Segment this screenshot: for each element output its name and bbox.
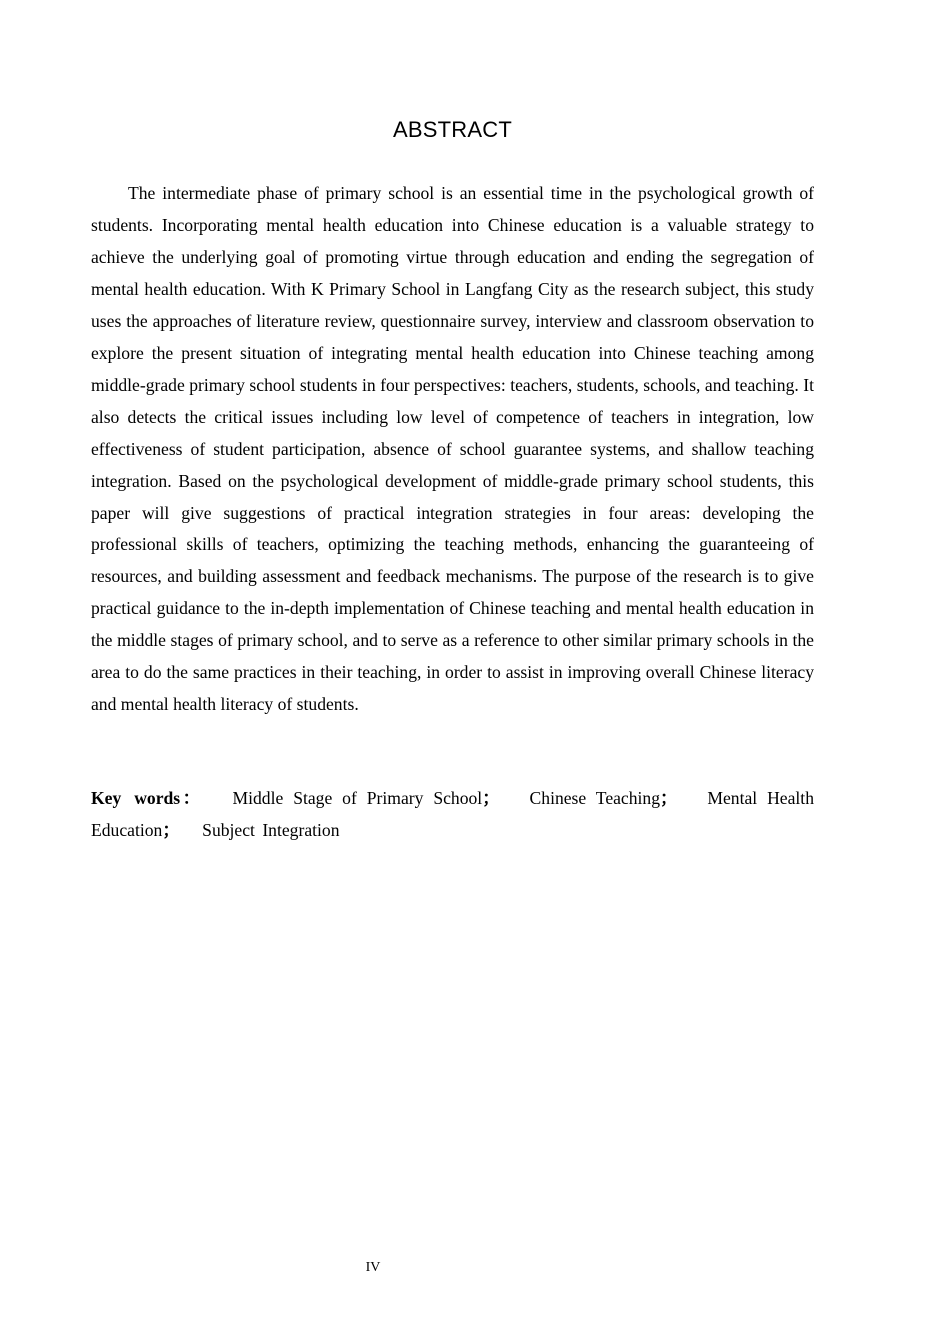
page-number: IV <box>365 1260 381 1275</box>
abstract-body: The intermediate phase of primary school is an essential time in the psychological growth of students. Incorporating mental health education into Chinese education is a valuable strategy to achieve the underlying goal of promoting virtue through education and ending the segregation of mental health education. With K Primary School in Langfang City as the research subject, this study uses the approaches of literature review, questionnaire survey, interview and classroom observation to explore the present situation of integrating mental health education into Chinese teaching among middle-grade primary school students in four perspectives: teachers, students, schools, and teaching. It also detects the critical issues including low level of competence of teachers in integration, low effectiveness of student participation, absence of school guarantee systems, and shallow teaching integration. Based on the psychological development of middle-grade primary school students, this paper will give suggestions of practical integration strategies in four areas: developing the professional skills of teachers, optimizing the teaching methods, enhancing the guaranteeing of resources, and building assessment and feedback mechanisms. The purpose of the research is to give practical guidance to the in-depth implementation of Chinese teaching and mental health education in the middle stages of primary school, and to serve as a reference to other similar primary schools in the area to do the same practices in their teaching, in order to assist in improving overall Chinese literacy and mental health literacy of students. <box>91 183 814 715</box>
keywords-label: Key words： <box>91 788 203 808</box>
keyword-item: Chinese Teaching <box>529 788 661 808</box>
keyword-item: Mental Health Education <box>91 788 814 840</box>
keyword-separator: ； <box>660 788 678 808</box>
keyword-separator: ； <box>162 819 180 840</box>
abstract-title: ABSTRACT <box>393 117 512 142</box>
keywords-line <box>91 783 814 847</box>
keyword-item: Subject Integration <box>202 819 340 840</box>
keyword-separator: ； <box>482 788 500 808</box>
keyword-item: Middle Stage of Primary School <box>232 788 483 808</box>
